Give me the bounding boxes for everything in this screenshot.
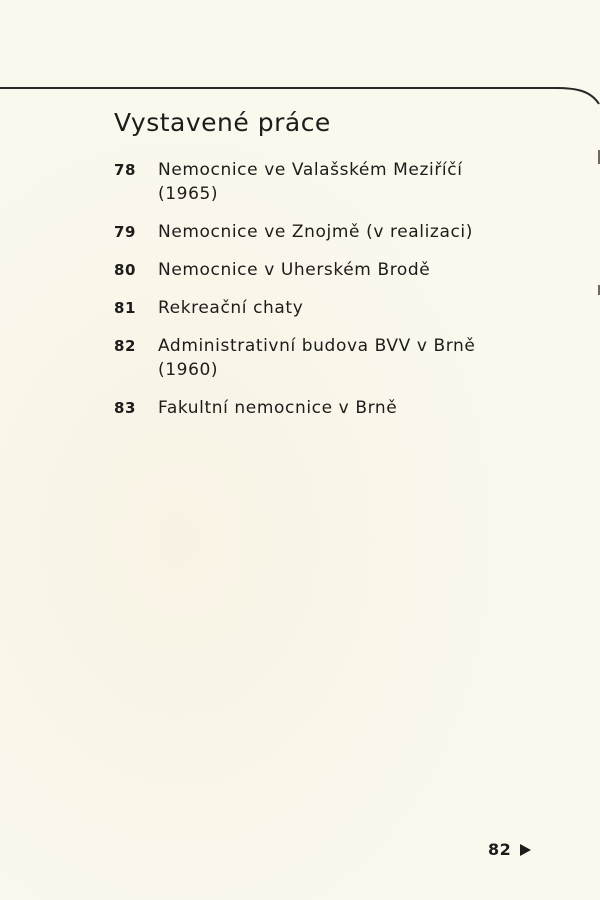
list-item xyxy=(114,334,534,382)
item-number: 78 xyxy=(114,161,137,179)
item-number: 79 xyxy=(114,223,137,241)
page-footer xyxy=(488,840,531,859)
item-text xyxy=(158,334,534,382)
item-number: 83 xyxy=(114,399,137,417)
item-text-line: Nemocnice ve Valašském Meziříčí xyxy=(158,160,463,180)
section-heading: Vystavené práce xyxy=(114,108,331,137)
item-number: 81 xyxy=(114,299,137,317)
list-item xyxy=(114,158,534,206)
item-text: Nemocnice v Uherském Brodě xyxy=(158,260,431,280)
page-number: 82 xyxy=(488,840,512,859)
item-text-line: Administrativní budova BVV v Brně xyxy=(158,336,476,356)
item-text-line: (1965) xyxy=(158,184,219,204)
list-item xyxy=(114,258,534,282)
item-number: 80 xyxy=(114,261,137,279)
item-text: Nemocnice ve Znojmě (v realizaci) xyxy=(158,222,473,242)
list-item xyxy=(114,220,534,244)
item-text: Fakultní nemocnice v Brně xyxy=(158,398,398,418)
list-item xyxy=(114,296,534,320)
right-triangle-arrow-icon xyxy=(520,844,531,856)
list-item xyxy=(114,396,534,420)
item-text: Rekreační chaty xyxy=(158,298,304,318)
item-number: 82 xyxy=(114,337,137,355)
top-rule xyxy=(0,87,560,89)
rule-curl-decoration xyxy=(555,82,600,112)
item-text xyxy=(158,158,534,206)
exhibited-works-list xyxy=(114,158,534,420)
item-text-line: (1960) xyxy=(158,360,219,380)
